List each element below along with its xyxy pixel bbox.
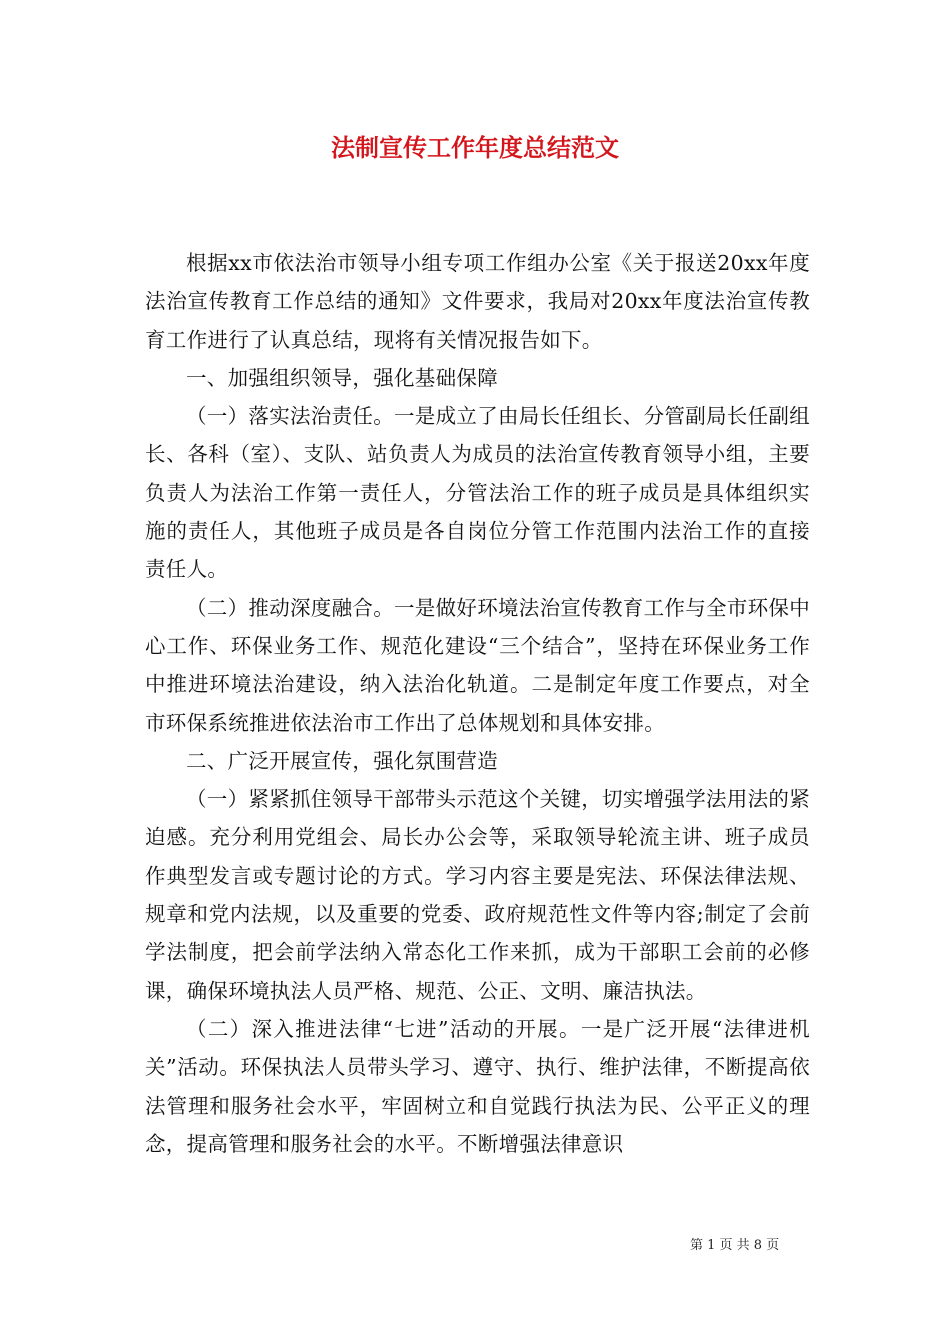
paragraph-2-1: （一）紧紧抓住领导干部带头示范这个关键，切实增强学法用法的紧迫感。充分利用党组会、局长办公会等，采取领导轮流主讲、班子成员作典型发言或专题讨论的方式。学习内容主要是宪法、环保法律法规、规章和党内法规，以及重要的党委、政府规范性文件等内容;制定了会前学法制度，把会前学法纳入常态化工作来抓，成为干部职工会前的必修课，确保环境执法人员严格、规范、公正、文明、廉洁执法。: [145, 787, 810, 1003]
page-footer: 第 1 页 共 8 页: [690, 1238, 780, 1253]
section-heading-2: 二、广泛开展宣传，强化氛围营造: [186, 748, 498, 773]
paragraph-intro: 根据xx市依法治市领导小组专项工作组办公室《关于报送20xx年度法治宣传教育工作总结的通知》文件要求，我局对20xx年度法治宣传教育工作进行了认真总结，现将有关情况报告如下。: [145, 251, 810, 352]
paragraph-1-1: （一）落实法治责任。一是成立了由局长任组长、分管副局长任副组长、各科（室）、支队、站负责人为成员的法治宣传教育领导小组，主要负责人为法治工作第一责任人，分管法治工作的班子成员是具体组织实施的责任人，其他班子成员是各自岗位分管工作范围内法治工作的直接责任人。: [145, 404, 810, 582]
document-title: 法制宣传工作年度总结范文: [331, 133, 619, 162]
section-heading-1: 一、加强组织领导，强化基础保障: [186, 365, 498, 390]
paragraph-2-2: （二）深入推进法律“七进”活动的开展。一是广泛开展“法律进机关”活动。环保执法人员带头学习、遵守、执行、维护法律，不断提高依法管理和服务社会水平，牢固树立和自觉践行执法为民、公平正义的理念，提高管理和服务社会的水平。不断增强法律意识: [145, 1016, 810, 1156]
document-body: [145, 244, 810, 1163]
paragraph-1-2: （二）推动深度融合。一是做好环境法治宣传教育工作与全市环保中心工作、环保业务工作、规范化建设“三个结合”，坚持在环保业务工作中推进环境法治建设，纳入法治化轨道。二是制定年度工作要点，对全市环保系统推进依法治市工作出了总体规划和具体安排。: [145, 595, 810, 735]
